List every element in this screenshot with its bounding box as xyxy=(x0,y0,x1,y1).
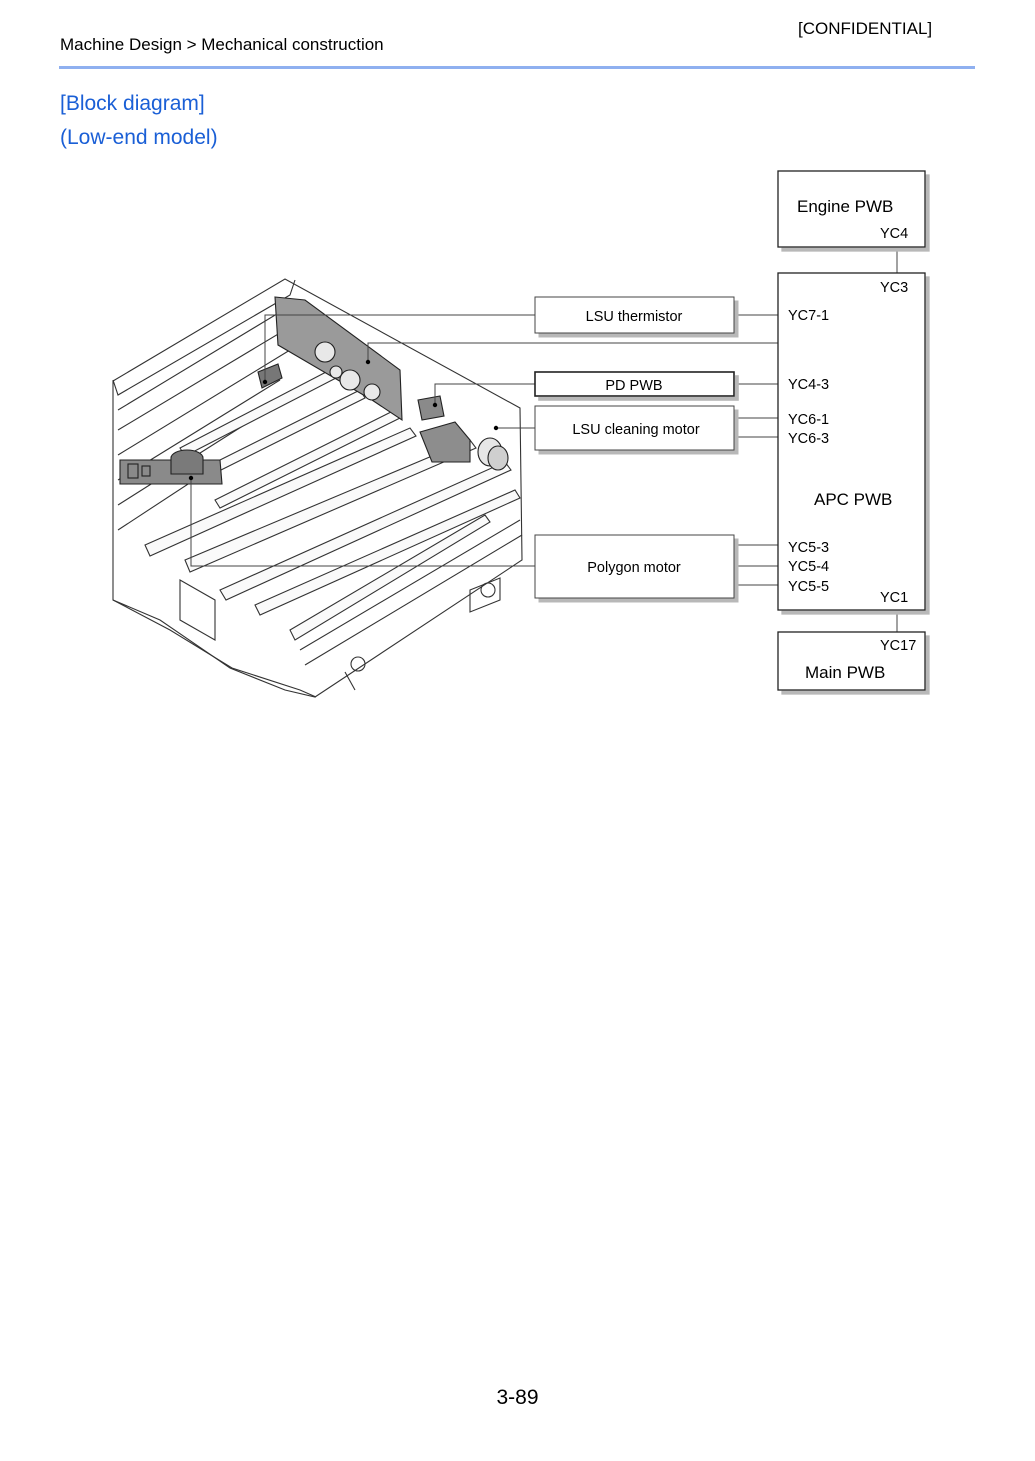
polygon-motor-label: Polygon motor xyxy=(587,560,681,576)
section-title: [Block diagram] xyxy=(60,92,205,115)
page-number: 3-89 xyxy=(496,1386,539,1409)
apc-connector-yc6-3: YC6-3 xyxy=(788,431,830,447)
apc-pwb-label: APC PWB xyxy=(814,490,893,509)
apc-connector-yc3: YC3 xyxy=(880,280,909,296)
main-pwb-label: Main PWB xyxy=(805,663,886,682)
lsu-thermistor-box xyxy=(535,297,734,333)
polygon-motor-box xyxy=(535,535,734,598)
apc-connector-yc1: YC1 xyxy=(880,590,909,606)
engine-pwb-connector: YC4 xyxy=(880,226,909,242)
engine-pwb-label: Engine PWB xyxy=(797,197,894,216)
apc-connector-yc7-1: YC7-1 xyxy=(788,308,830,324)
main-pwb-box xyxy=(778,632,925,690)
section-subtitle: (Low-end model) xyxy=(60,126,218,149)
confidential-label: [CONFIDENTIAL] xyxy=(798,19,933,38)
pd-pwb-label: PD PWB xyxy=(605,378,663,394)
apc-connector-yc5-4: YC5-4 xyxy=(788,559,830,575)
breadcrumb: Machine Design > Mechanical construction xyxy=(60,35,384,54)
lsu-cleaning-motor-box xyxy=(535,406,734,450)
lsu-thermistor-label: LSU thermistor xyxy=(585,309,683,325)
apc-connector-yc5-5: YC5-5 xyxy=(788,579,830,595)
lsu-cleaning-motor-label: LSU cleaning motor xyxy=(572,422,700,438)
apc-connector-yc5-3: YC5-3 xyxy=(788,540,830,556)
apc-connector-yc6-1: YC6-1 xyxy=(788,412,830,428)
lsu-illustration xyxy=(113,279,522,697)
pd-pwb-box xyxy=(535,372,734,396)
engine-pwb-box xyxy=(778,171,925,247)
apc-connector-yc4-3: YC4-3 xyxy=(788,377,830,393)
main-pwb-connector: YC17 xyxy=(880,638,917,654)
apc-pwb-box xyxy=(778,273,925,610)
